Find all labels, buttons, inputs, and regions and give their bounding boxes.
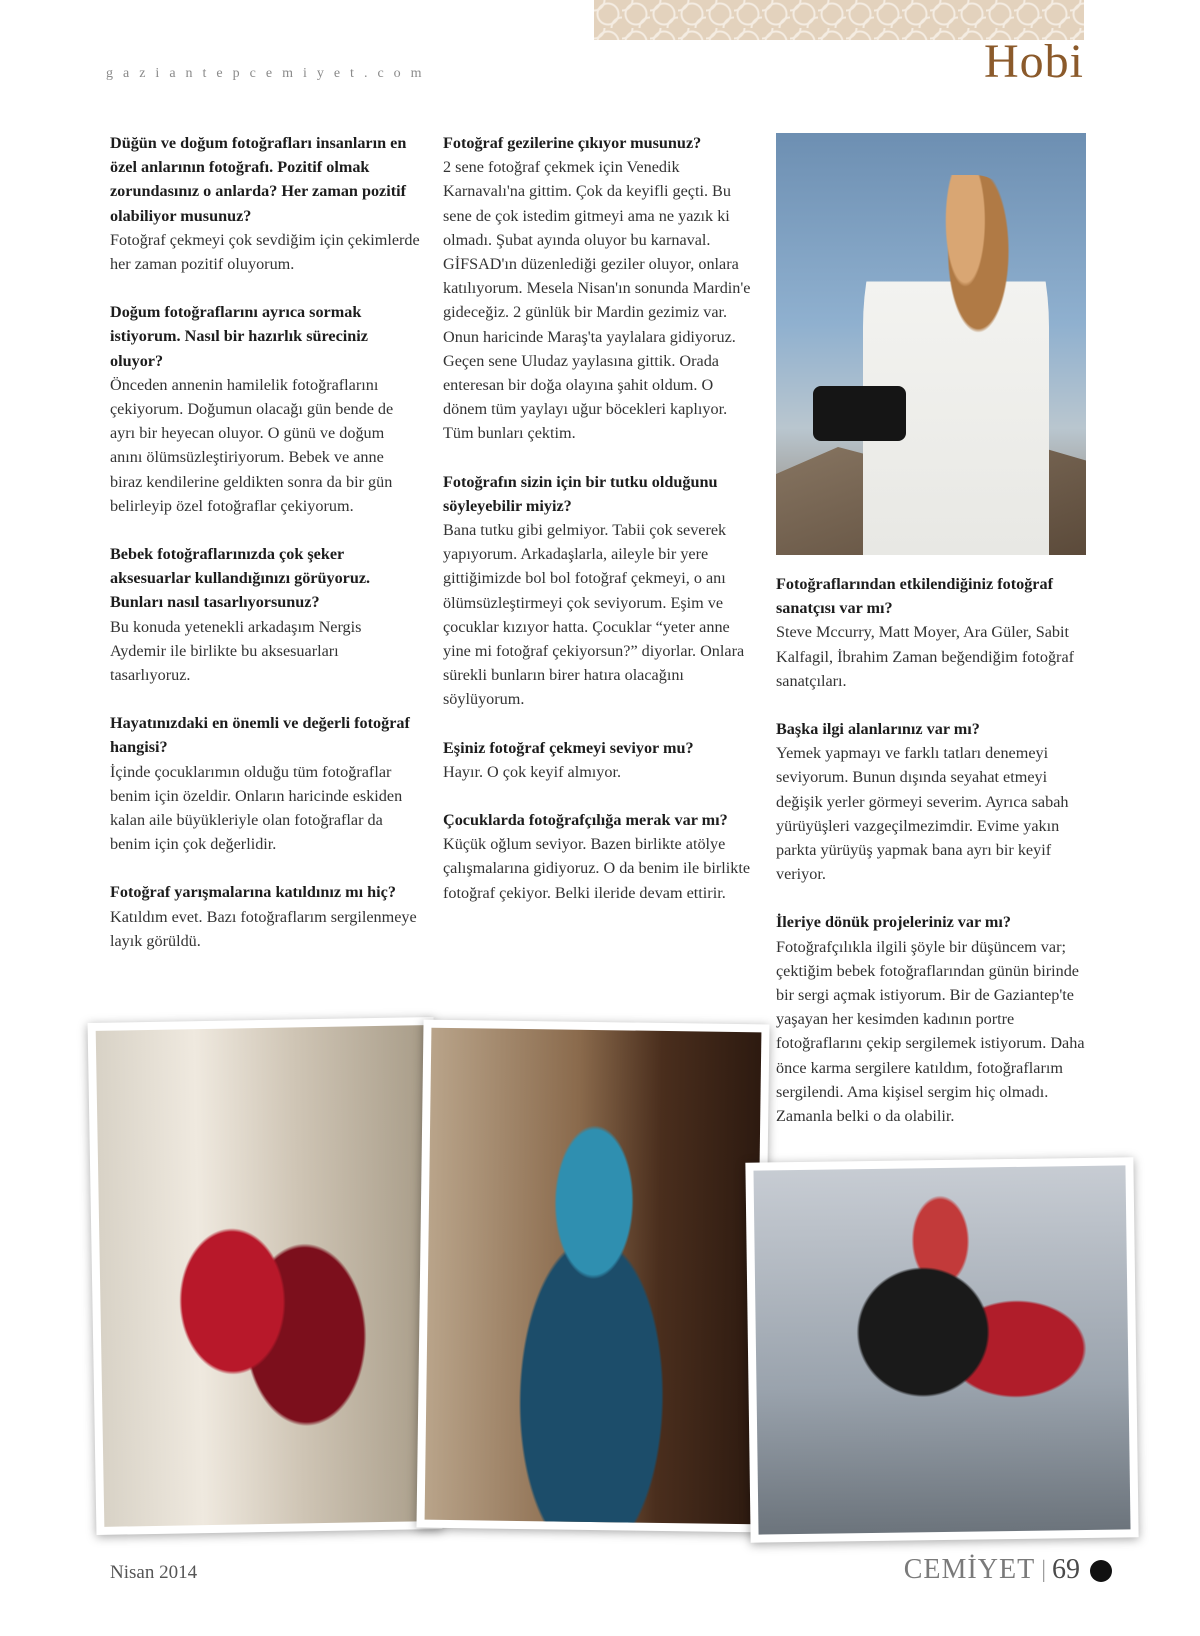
issue-date: Nisan 2014	[110, 1562, 198, 1583]
separator: |	[1041, 1556, 1046, 1583]
magazine-brand: CEMİYET	[903, 1554, 1036, 1585]
answer: Önceden annenin hamilelik fotoğraflarını çekiyorum. Doğumun olacağı gün bende de ayrı bir heyecan oluyor. O günü ve doğum anını ölümsüzleştiriyorum. Bebek ve anne biraz kendilerine geldikten sonra da bir gün belirleyip özel fotoğraflar çekiyorum.	[110, 375, 394, 515]
answer: İçinde çocuklarımın olduğu tüm fotoğraflar benim için özeldir. Onların haricinde eskiden kalan aile büyükleriyle olan fotoğraflar da benim için çok değerlidir.	[110, 762, 403, 854]
qa-item	[776, 717, 1086, 886]
answer: Steve Mccurry, Matt Moyer, Ara Güler, Sabit Kalfagil, İbrahim Zaman beğendiğim fotoğraf sanatçıları.	[776, 623, 1075, 690]
page-number: 69	[1052, 1554, 1080, 1585]
footer-page-info	[904, 1554, 1080, 1586]
question: Düğün ve doğum fotoğrafları insanların en özel anlarının fotoğrafı. Pozitif olmak zorundasınız o anlarda? Her zaman pozitif olabiliyor musunuz?	[110, 134, 407, 225]
qa-item	[110, 711, 420, 856]
bullet-dot-icon	[1090, 1560, 1112, 1582]
question: Fotoğraf gezilerine çıkıyor musunuz?	[443, 134, 702, 152]
answer: Bana tutku gibi gelmiyor. Tabii çok severek yapıyorum. Arkadaşlarla, aileyle bir yere gittiğimizde bol bol fotoğraf çekmeyi, o anı ölümsüzleştirmeyi çok seviyorum. Eşim ve çocuklar kızıyor hatta. Çocuklar “yeter anne yine mi fotoğraf çekiyorsun?” diyorlar. Onlara sürekli bunların birer hatıra olacağını söylüyorum.	[443, 521, 745, 709]
qa-item	[110, 131, 420, 276]
qa-item	[443, 736, 755, 784]
answer: Fotoğraf çekmeyi çok sevdiğim için çekimlerde her zaman pozitif oluyorum.	[110, 230, 420, 274]
section-title: Hobi	[984, 35, 1084, 88]
photo-image	[96, 1025, 435, 1527]
photo-image	[753, 1165, 1130, 1534]
answer: 2 sene fotoğraf çekmek için Venedik Karnavalı'na gittim. Çok da keyifli geçti. Bu sene de çok istedim gitmeyi ama ne yazık ki olmadı. Şubat ayında oluyor bu karnaval. GİFSAD'ın düzenlediği geziler oluyor, onlara katılıyorum. Mesela Nisan'ın sonunda Mardin'e gideceğiz. 2 günlük bir Mardin gezimiz var. Onun haricinde Maraş'ta yaylalara gidiyoruz. Geçen sene Uludaz yaylasına gittik. Orada enteresan bir doğa olayına şahit oldum. O dönem tüm yaylayı uğur böcekleri kaplıyor. Tüm bunları çektim.	[443, 158, 751, 443]
question: Fotoğraflarından etkilendiğiniz fotoğraf sanatçısı var mı?	[776, 575, 1053, 618]
question: Doğum fotoğraflarını ayrıca sormak istiyorum. Nasıl bir hazırlık süreciniz oluyor?	[110, 303, 368, 370]
qa-item	[443, 470, 755, 712]
qa-item	[776, 572, 1086, 693]
answer: Fotoğrafçılıkla ilgili şöyle bir düşüncem var; çektiğim bebek fotoğraflarından günün birinde bir sergi açmak istiyorum. Bir de Gaziantep'te yaşayan her kesimden kadının portre fotoğraflarını çekip sergilemek istiyorum. Daha önce karma sergilere katıldım, fotoğraflarım sergilendi. Ama kişisel sergim hiç olmadı. Zamanla belki o da olabilir.	[776, 937, 1085, 1126]
column-1	[110, 131, 420, 977]
question: Başka ilgi alanlarınız var mı?	[776, 720, 980, 739]
question: Bebek fotoğraflarınızda çok şeker aksesuarlar kullandığınızı görüyoruz. Bunları nasıl tasarlıyorsunuz?	[110, 545, 371, 612]
column-3	[776, 572, 1086, 1152]
carnival-photo-red-couple	[88, 1017, 443, 1535]
qa-item	[443, 808, 755, 905]
photographer-portrait-photo	[776, 133, 1086, 555]
question: Fotoğraf yarışmalarına katıldınız mı hiç?	[110, 883, 396, 902]
answer: Hayır. O çok keyif almıyor.	[443, 762, 622, 781]
answer: Küçük oğlum seviyor. Bazen birlikte atölye çalışmalarına gidiyoruz. O da benim ile birlikte fotoğraf çekiyor. Belki ileride devam ettirir.	[443, 835, 751, 902]
column-2	[443, 131, 755, 929]
answer: Yemek yapmayı ve farklı tatları denemeyi seviyorum. Bunun dışında seyahat etmeyi değişik yerler görmeyi severim. Ayrıca sabah yürüyüşleri vazgeçilmezimdir. Evime yakın parkta yürüyüş yapmak bana ayrı bir keyif veriyor.	[776, 744, 1069, 884]
site-url: gaziantepcemiyet.com	[106, 66, 432, 81]
question: İleriye dönük projeleriniz var mı?	[776, 913, 1012, 932]
answer: Katıldım evet. Bazı fotoğraflarım sergilenmeye layık görüldü.	[110, 907, 417, 950]
qa-item	[110, 542, 420, 687]
question: Fotoğrafın sizin için bir tutku olduğunu söyleyebilir miyiz?	[443, 472, 718, 515]
qa-item	[110, 880, 420, 953]
photo-image	[425, 1028, 762, 1525]
answer: Bu konuda yetenekli arkadaşım Nergis Aydemir ile birlikte bu aksesuarları tasarlıyoruz.	[110, 617, 362, 685]
question: Eşiniz fotoğraf çekmeyi seviyor mu?	[443, 738, 694, 757]
header-pattern	[594, 0, 1084, 40]
camera-icon	[813, 386, 906, 441]
qa-item	[443, 131, 755, 446]
qa-item	[776, 910, 1086, 1128]
carnival-photo-peacock-mask	[416, 1020, 769, 1533]
woman-figure	[863, 175, 1049, 555]
carnival-photo-masked-pair	[745, 1157, 1138, 1542]
question: Çocuklarda fotoğrafçılığa merak var mı?	[443, 811, 728, 830]
qa-item	[110, 300, 420, 518]
question: Hayatınızdaki en önemli ve değerli fotoğraf hangisi?	[110, 714, 410, 757]
